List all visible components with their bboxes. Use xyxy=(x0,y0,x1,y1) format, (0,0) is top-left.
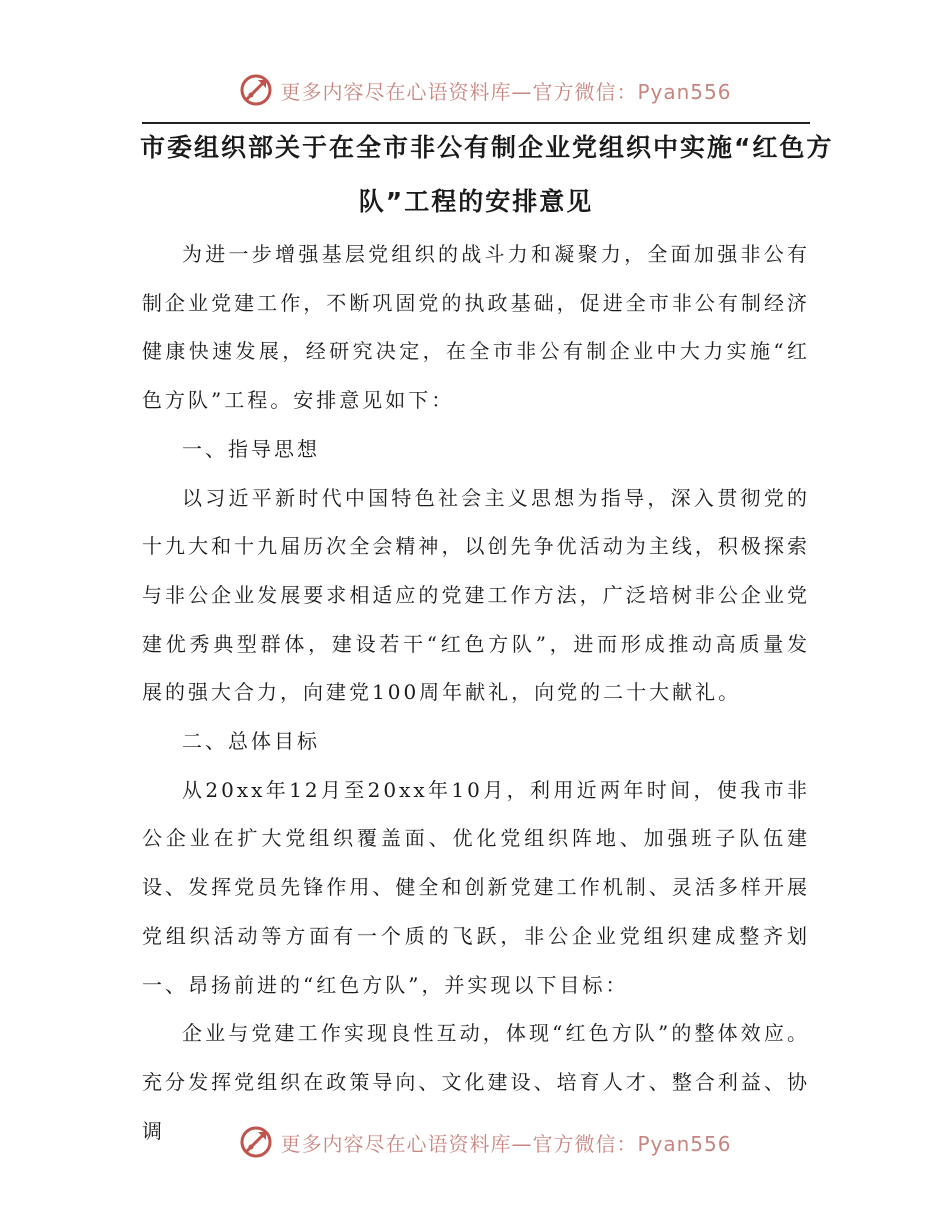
header-banner xyxy=(0,68,950,112)
section-heading-overall-goals: 二、总体目标 xyxy=(182,729,320,754)
banner-text: 更多内容尽在心语资料库—官方微信：Pyan556 xyxy=(280,79,732,104)
paragraph-intro: 为进一步增强基层党组织的战斗力和凝聚力，全面加强非公有制企业党建工作，不断巩固党的执政基础，促进全市非公有制经济健康快速发展，经研究决定，在全市非公有制企业中大力实施“红色方队”工程。安排意见如下： xyxy=(142,242,810,413)
document-title-line-2: 队”工程的安排意见 xyxy=(358,187,594,216)
footer-banner xyxy=(0,1120,950,1164)
banner-text: 更多内容尽在心语资料库—官方微信：Pyan556 xyxy=(280,1131,732,1156)
header-divider xyxy=(142,122,810,124)
document-title-line-1: 市委组织部关于在全市非公有制企业党组织中实施“红色方 xyxy=(140,133,834,162)
quill-logo-icon xyxy=(238,72,274,108)
paragraph-overall-goals: 从20xx年12月至20xx年10月，利用近两年时间，使我市非公企业在扩大党组织覆盖面、优化党组织阵地、加强班子队伍建设、发挥党员先锋作用、健全和创新党建工作机制、灵活多样开展党组织活动等方面有一个质的飞跃，非公企业党组织建成整齐划一、昂扬前进的“红色方队”，并实现以下目标： xyxy=(142,777,810,997)
section-heading-guiding-ideology: 一、指导思想 xyxy=(182,436,320,461)
paragraph-interaction: 企业与党建工作实现良性互动，体现“红色方队”的整体效应。充分发挥党组织在政策导向、文化建设、培育人才、整合利益、协调 xyxy=(142,1021,810,1143)
quill-logo-icon xyxy=(238,1124,274,1160)
document-body xyxy=(142,230,810,1155)
paragraph-guiding-ideology: 以习近平新时代中国特色社会主义思想为指导，深入贯彻党的十九大和十九届历次全会精神，以创先争优活动为主线，积极探索与非公企业发展要求相适应的党建工作方法，广泛培树非公企业党建优秀典型群体，建设若干“红色方队”，进而形成推动高质量发展的强大合力，向建党100周年献礼，向党的二十大献礼。 xyxy=(142,485,810,705)
